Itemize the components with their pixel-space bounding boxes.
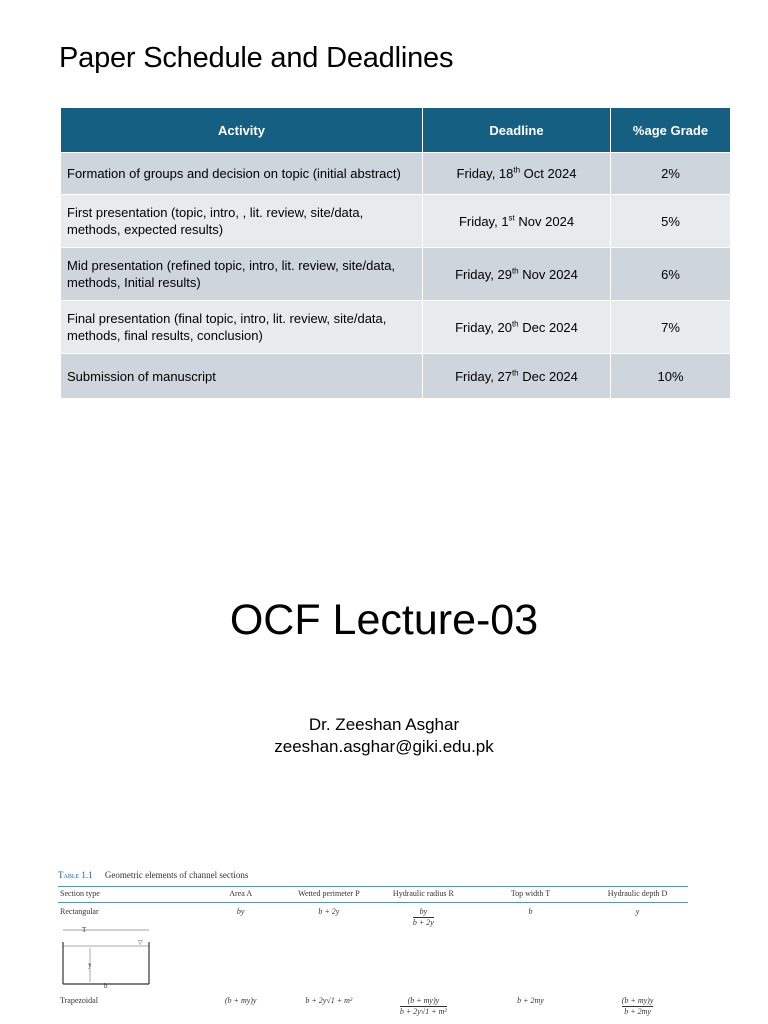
- deadline-cell: Friday, 1st Nov 2024: [423, 195, 611, 248]
- activity-cell: First presentation (topic, intro, , lit. review, site/data, methods, expected results): [61, 195, 423, 248]
- lecture-title: OCF Lecture-03: [229, 596, 539, 644]
- col-section-type: Section type: [58, 887, 197, 903]
- top-width-cell: b + 2my: [517, 996, 544, 1005]
- deadline-cell: Friday, 20th Dec 2024: [423, 301, 611, 354]
- svg-text:T: T: [82, 926, 87, 934]
- caption-text: Geometric elements of channel sections: [104, 870, 249, 880]
- deadline-cell: Friday, 18th Oct 2024: [423, 153, 611, 195]
- table-row: [58, 903, 688, 993]
- section-type-cell: Rectangular T ▽ y b: [58, 903, 197, 993]
- col-top-width: Top width T: [474, 887, 587, 903]
- table-caption: [58, 870, 688, 880]
- radius-cell: $\frac{by}{b + 2y}$: [412, 907, 434, 927]
- channel-geometry-table-figure: [58, 870, 688, 1021]
- top-width-cell: b: [528, 907, 533, 916]
- grade-cell: 2%: [611, 153, 731, 195]
- radius-cell: $\frac{(b + my)y}{\text{b + 2y√1 + m²}}$: [399, 996, 447, 1016]
- author-block: [0, 714, 768, 758]
- activity-cell: Final presentation (final topic, intro, lit. review, site/data, methods, final results, conclusion): [61, 301, 423, 354]
- schedule-table: [60, 107, 731, 399]
- schedule-header-row: [61, 108, 731, 153]
- header-grade: %age Grade: [611, 108, 731, 153]
- table-row: [61, 354, 731, 399]
- grade-cell: 5%: [611, 195, 731, 248]
- rectangular-section-diagram: [60, 922, 152, 988]
- grade-cell: 6%: [611, 248, 731, 301]
- svg-text:b: b: [104, 982, 108, 988]
- perimeter-cell: b + 2y: [318, 907, 340, 916]
- svg-text:▽: ▽: [138, 940, 143, 946]
- table-row: [61, 153, 731, 195]
- area-cell: by: [236, 907, 245, 916]
- author-email: zeeshan.asghar@giki.edu.pk: [274, 737, 494, 756]
- grade-cell: 7%: [611, 301, 731, 354]
- grade-cell: 10%: [611, 354, 731, 399]
- svg-text:y: y: [88, 961, 92, 969]
- header-deadline: Deadline: [423, 108, 611, 153]
- col-wetted-perimeter: Wetted perimeter P: [285, 887, 373, 903]
- depth-cell: y: [635, 907, 640, 916]
- depth-cell: $\frac{(b + my)y}{b + 2my}$: [621, 996, 654, 1016]
- activity-cell: Formation of groups and decision on topic (initial abstract): [61, 153, 423, 195]
- col-hydraulic-depth: Hydraulic depth D: [587, 887, 688, 903]
- area-cell: (b + my)y: [224, 996, 257, 1005]
- header-activity: Activity: [61, 108, 423, 153]
- table-row: [58, 992, 688, 1021]
- col-area: Area A: [197, 887, 285, 903]
- caption-label: Table 1.1: [58, 870, 93, 880]
- table-row: [61, 195, 731, 248]
- deadline-cell: Friday, 27th Dec 2024: [423, 354, 611, 399]
- deadline-cell: Friday, 29th Nov 2024: [423, 248, 611, 301]
- slide-title: Paper Schedule and Deadlines: [59, 42, 454, 74]
- perimeter-cell: b + 2y√1 + m²: [305, 996, 353, 1005]
- author-name: Dr. Zeeshan Asghar: [308, 715, 460, 734]
- activity-cell: Mid presentation (refined topic, intro, lit. review, site/data, methods, Initial results): [61, 248, 423, 301]
- section-type-cell: Trapezoidal: [60, 996, 98, 1005]
- table-row: [61, 301, 731, 354]
- table-row: [61, 248, 731, 301]
- activity-cell: Submission of manuscript: [61, 354, 423, 399]
- channel-geometry-table: [58, 886, 688, 1021]
- col-hydraulic-radius: Hydraulic radius R: [373, 887, 474, 903]
